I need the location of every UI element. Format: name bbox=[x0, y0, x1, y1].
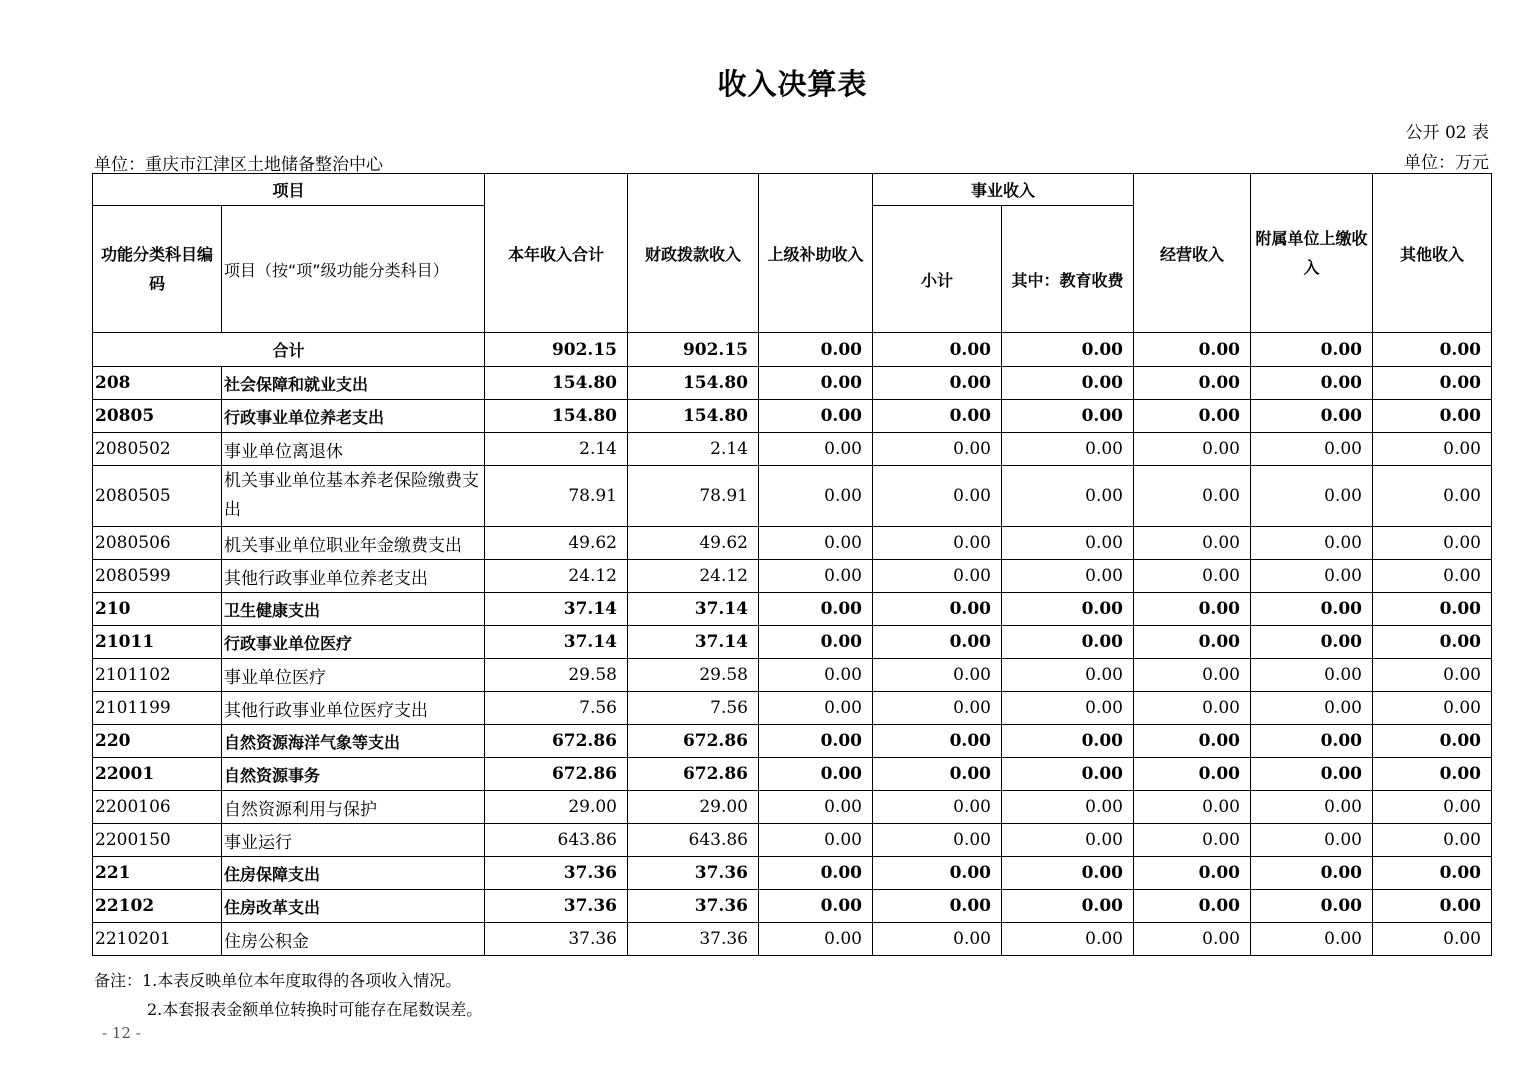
cell-value: 0.00 bbox=[1002, 791, 1134, 824]
cell-value: 0.00 bbox=[1002, 560, 1134, 593]
cell-value: 0.00 bbox=[1373, 560, 1492, 593]
cell-value: 0.00 bbox=[1373, 593, 1492, 626]
cell-value: 0.00 bbox=[1251, 659, 1373, 692]
cell-value: 0.00 bbox=[1251, 466, 1373, 527]
row-code: 220 bbox=[93, 725, 222, 758]
cell-value: 49.62 bbox=[485, 527, 628, 560]
cell-value: 0.00 bbox=[1134, 367, 1251, 400]
cell-value: 0.00 bbox=[1134, 333, 1251, 367]
form-number: 公开 02 表 bbox=[1405, 123, 1489, 143]
row-name: 自然资源事务 bbox=[222, 758, 485, 791]
cell-value: 0.00 bbox=[759, 466, 873, 527]
cell-value: 0.00 bbox=[1373, 758, 1492, 791]
cell-value: 0.00 bbox=[759, 560, 873, 593]
table-row bbox=[93, 758, 1492, 791]
row-code: 21011 bbox=[93, 626, 222, 659]
table-row bbox=[93, 890, 1492, 923]
total-row bbox=[93, 333, 1492, 367]
cell-value: 0.00 bbox=[1134, 527, 1251, 560]
cell-value: 24.12 bbox=[628, 560, 759, 593]
cell-value: 0.00 bbox=[1251, 333, 1373, 367]
cell-value: 0.00 bbox=[1002, 923, 1134, 956]
row-name: 事业单位离退休 bbox=[222, 433, 485, 466]
cell-value: 0.00 bbox=[1251, 433, 1373, 466]
header-operating: 经营收入 bbox=[1134, 174, 1251, 333]
cell-value: 902.15 bbox=[628, 333, 759, 367]
cell-value: 2.14 bbox=[628, 433, 759, 466]
cell-value: 0.00 bbox=[1134, 725, 1251, 758]
cell-value: 0.00 bbox=[873, 857, 1002, 890]
cell-value: 0.00 bbox=[759, 659, 873, 692]
table-row bbox=[93, 593, 1492, 626]
cell-value: 0.00 bbox=[1251, 400, 1373, 433]
cell-value: 0.00 bbox=[1134, 466, 1251, 527]
cell-value: 0.00 bbox=[1373, 367, 1492, 400]
cell-value: 78.91 bbox=[485, 466, 628, 527]
cell-value: 37.14 bbox=[485, 593, 628, 626]
cell-value: 78.91 bbox=[628, 466, 759, 527]
row-name: 事业运行 bbox=[222, 824, 485, 857]
table-row bbox=[93, 725, 1492, 758]
header-total: 本年收入合计 bbox=[485, 174, 628, 333]
cell-value: 37.36 bbox=[628, 923, 759, 956]
table-row bbox=[93, 923, 1492, 956]
header-other: 其他收入 bbox=[1373, 174, 1492, 333]
row-code: 2080505 bbox=[93, 466, 222, 527]
cell-value: 0.00 bbox=[759, 857, 873, 890]
cell-value: 0.00 bbox=[1251, 791, 1373, 824]
row-name: 行政事业单位医疗 bbox=[222, 626, 485, 659]
cell-value: 0.00 bbox=[1134, 433, 1251, 466]
table-row bbox=[93, 400, 1492, 433]
page-number: - 12 - bbox=[102, 1024, 141, 1042]
cell-value: 0.00 bbox=[873, 400, 1002, 433]
cell-value: 0.00 bbox=[1251, 692, 1373, 725]
cell-value: 7.56 bbox=[628, 692, 759, 725]
cell-value: 0.00 bbox=[873, 659, 1002, 692]
header-edu: 其中：教育收费 bbox=[1002, 206, 1134, 333]
cell-value: 672.86 bbox=[628, 725, 759, 758]
cell-value: 0.00 bbox=[1134, 758, 1251, 791]
cell-value: 0.00 bbox=[759, 758, 873, 791]
cell-value: 0.00 bbox=[1134, 400, 1251, 433]
cell-value: 0.00 bbox=[1251, 593, 1373, 626]
cell-value: 0.00 bbox=[1134, 791, 1251, 824]
cell-value: 0.00 bbox=[1134, 857, 1251, 890]
cell-value: 0.00 bbox=[873, 791, 1002, 824]
cell-value: 0.00 bbox=[1134, 692, 1251, 725]
cell-value: 0.00 bbox=[1002, 593, 1134, 626]
row-name: 自然资源利用与保护 bbox=[222, 791, 485, 824]
cell-value: 0.00 bbox=[1373, 824, 1492, 857]
table-row bbox=[93, 659, 1492, 692]
cell-value: 0.00 bbox=[759, 626, 873, 659]
table-row bbox=[93, 692, 1492, 725]
table-row bbox=[93, 466, 1492, 527]
row-name: 事业单位医疗 bbox=[222, 659, 485, 692]
cell-value: 0.00 bbox=[1002, 466, 1134, 527]
cell-value: 0.00 bbox=[1002, 659, 1134, 692]
cell-value: 0.00 bbox=[1251, 725, 1373, 758]
cell-value: 154.80 bbox=[628, 367, 759, 400]
cell-value: 0.00 bbox=[759, 367, 873, 400]
cell-value: 0.00 bbox=[1251, 626, 1373, 659]
cell-value: 0.00 bbox=[1373, 466, 1492, 527]
table-row bbox=[93, 367, 1492, 400]
cell-value: 0.00 bbox=[1251, 758, 1373, 791]
cell-value: 37.14 bbox=[628, 593, 759, 626]
row-code: 2080599 bbox=[93, 560, 222, 593]
cell-value: 24.12 bbox=[485, 560, 628, 593]
cell-value: 0.00 bbox=[1251, 857, 1373, 890]
row-code: 208 bbox=[93, 367, 222, 400]
cell-value: 0.00 bbox=[1002, 527, 1134, 560]
cell-value: 902.15 bbox=[485, 333, 628, 367]
cell-value: 0.00 bbox=[1373, 725, 1492, 758]
cell-value: 0.00 bbox=[873, 593, 1002, 626]
cell-value: 0.00 bbox=[1002, 890, 1134, 923]
cell-value: 0.00 bbox=[1373, 890, 1492, 923]
cell-value: 0.00 bbox=[873, 626, 1002, 659]
header-subtotal: 小计 bbox=[873, 206, 1002, 333]
row-code: 221 bbox=[93, 857, 222, 890]
row-code: 210 bbox=[93, 593, 222, 626]
cell-value: 0.00 bbox=[759, 791, 873, 824]
income-table bbox=[92, 173, 1492, 956]
row-code: 22102 bbox=[93, 890, 222, 923]
row-code: 2101102 bbox=[93, 659, 222, 692]
cell-value: 0.00 bbox=[759, 593, 873, 626]
cell-value: 0.00 bbox=[873, 824, 1002, 857]
cell-value: 29.58 bbox=[485, 659, 628, 692]
row-name: 机关事业单位基本养老保险缴费支出 bbox=[222, 466, 485, 527]
table-row bbox=[93, 824, 1492, 857]
cell-value: 0.00 bbox=[1134, 890, 1251, 923]
cell-value: 0.00 bbox=[1251, 923, 1373, 956]
row-code: 2200150 bbox=[93, 824, 222, 857]
row-name: 住房公积金 bbox=[222, 923, 485, 956]
cell-value: 672.86 bbox=[628, 758, 759, 791]
table-row bbox=[93, 857, 1492, 890]
cell-value: 0.00 bbox=[873, 692, 1002, 725]
cell-value: 0.00 bbox=[1251, 560, 1373, 593]
reporting-unit: 单位：重庆市江津区土地储备整治中心 bbox=[94, 155, 383, 175]
cell-value: 0.00 bbox=[873, 758, 1002, 791]
cell-value: 0.00 bbox=[873, 433, 1002, 466]
row-code: 2200106 bbox=[93, 791, 222, 824]
table-row bbox=[93, 626, 1492, 659]
cell-value: 0.00 bbox=[873, 890, 1002, 923]
cell-value: 0.00 bbox=[759, 527, 873, 560]
cell-value: 0.00 bbox=[1002, 758, 1134, 791]
row-name: 其他行政事业单位养老支出 bbox=[222, 560, 485, 593]
cell-value: 0.00 bbox=[1134, 824, 1251, 857]
total-label: 合计 bbox=[93, 333, 485, 367]
cell-value: 0.00 bbox=[873, 560, 1002, 593]
row-name: 社会保障和就业支出 bbox=[222, 367, 485, 400]
table-row bbox=[93, 791, 1492, 824]
cell-value: 0.00 bbox=[759, 725, 873, 758]
cell-value: 672.86 bbox=[485, 758, 628, 791]
cell-value: 37.36 bbox=[485, 857, 628, 890]
cell-value: 0.00 bbox=[1373, 433, 1492, 466]
cell-value: 0.00 bbox=[759, 400, 873, 433]
cell-value: 2.14 bbox=[485, 433, 628, 466]
cell-value: 0.00 bbox=[1251, 824, 1373, 857]
header-affiliated: 附属单位上缴收入 bbox=[1251, 174, 1373, 333]
row-name: 卫生健康支出 bbox=[222, 593, 485, 626]
cell-value: 0.00 bbox=[1002, 725, 1134, 758]
cell-value: 0.00 bbox=[873, 725, 1002, 758]
cell-value: 0.00 bbox=[759, 923, 873, 956]
cell-value: 0.00 bbox=[873, 367, 1002, 400]
cell-value: 0.00 bbox=[1373, 692, 1492, 725]
row-code: 2080502 bbox=[93, 433, 222, 466]
cell-value: 0.00 bbox=[1002, 692, 1134, 725]
cell-value: 0.00 bbox=[1373, 626, 1492, 659]
cell-value: 0.00 bbox=[1002, 433, 1134, 466]
row-code: 2080506 bbox=[93, 527, 222, 560]
cell-value: 643.86 bbox=[628, 824, 759, 857]
row-name: 机关事业单位职业年金缴费支出 bbox=[222, 527, 485, 560]
row-name: 其他行政事业单位医疗支出 bbox=[222, 692, 485, 725]
cell-value: 0.00 bbox=[1373, 527, 1492, 560]
row-code: 2210201 bbox=[93, 923, 222, 956]
cell-value: 37.36 bbox=[628, 857, 759, 890]
cell-value: 0.00 bbox=[1002, 824, 1134, 857]
header-superior: 上级补助收入 bbox=[759, 174, 873, 333]
cell-value: 0.00 bbox=[1002, 626, 1134, 659]
cell-value: 154.80 bbox=[485, 400, 628, 433]
cell-value: 0.00 bbox=[1134, 560, 1251, 593]
cell-value: 0.00 bbox=[1373, 659, 1492, 692]
cell-value: 0.00 bbox=[1134, 593, 1251, 626]
cell-value: 154.80 bbox=[485, 367, 628, 400]
cell-value: 0.00 bbox=[1002, 400, 1134, 433]
table-row bbox=[93, 527, 1492, 560]
cell-value: 0.00 bbox=[1134, 626, 1251, 659]
row-name: 住房保障支出 bbox=[222, 857, 485, 890]
table-row bbox=[93, 560, 1492, 593]
cell-value: 37.36 bbox=[485, 923, 628, 956]
cell-value: 0.00 bbox=[1002, 857, 1134, 890]
cell-value: 0.00 bbox=[1373, 923, 1492, 956]
header-fiscal: 财政拨款收入 bbox=[628, 174, 759, 333]
cell-value: 0.00 bbox=[1134, 923, 1251, 956]
cell-value: 0.00 bbox=[1251, 527, 1373, 560]
cell-value: 0.00 bbox=[759, 692, 873, 725]
cell-value: 154.80 bbox=[628, 400, 759, 433]
cell-value: 0.00 bbox=[873, 466, 1002, 527]
cell-value: 0.00 bbox=[873, 923, 1002, 956]
cell-value: 672.86 bbox=[485, 725, 628, 758]
cell-value: 29.58 bbox=[628, 659, 759, 692]
cell-value: 49.62 bbox=[628, 527, 759, 560]
cell-value: 0.00 bbox=[1002, 367, 1134, 400]
table-row bbox=[93, 433, 1492, 466]
page-title: 收入决算表 bbox=[717, 67, 868, 101]
cell-value: 0.00 bbox=[873, 333, 1002, 367]
cell-value: 0.00 bbox=[1134, 659, 1251, 692]
cell-value: 0.00 bbox=[759, 890, 873, 923]
cell-value: 0.00 bbox=[759, 333, 873, 367]
cell-value: 37.14 bbox=[485, 626, 628, 659]
cell-value: 0.00 bbox=[1373, 857, 1492, 890]
cell-value: 37.14 bbox=[628, 626, 759, 659]
cell-value: 0.00 bbox=[1251, 367, 1373, 400]
header-name: 项目（按“项”级功能分类科目） bbox=[222, 206, 485, 333]
cell-value: 29.00 bbox=[485, 791, 628, 824]
row-name: 住房改革支出 bbox=[222, 890, 485, 923]
row-code: 2101199 bbox=[93, 692, 222, 725]
header-business-income: 事业收入 bbox=[873, 174, 1134, 206]
row-name: 自然资源海洋气象等支出 bbox=[222, 725, 485, 758]
cell-value: 0.00 bbox=[873, 527, 1002, 560]
cell-value: 643.86 bbox=[485, 824, 628, 857]
cell-value: 0.00 bbox=[1373, 333, 1492, 367]
notes bbox=[94, 966, 482, 1024]
row-code: 20805 bbox=[93, 400, 222, 433]
cell-value: 37.36 bbox=[485, 890, 628, 923]
cell-value: 29.00 bbox=[628, 791, 759, 824]
cell-value: 0.00 bbox=[1373, 400, 1492, 433]
cell-value: 0.00 bbox=[759, 433, 873, 466]
row-code: 22001 bbox=[93, 758, 222, 791]
note-line-2: 2.本套报表金额单位转换时可能存在尾数误差。 bbox=[147, 1000, 483, 1019]
cell-value: 37.36 bbox=[628, 890, 759, 923]
cell-value: 7.56 bbox=[485, 692, 628, 725]
cell-value: 0.00 bbox=[759, 824, 873, 857]
cell-value: 0.00 bbox=[1251, 890, 1373, 923]
currency-unit: 单位：万元 bbox=[1404, 153, 1489, 173]
note-line-1: 备注：1.本表反映单位本年度取得的各项收入情况。 bbox=[94, 971, 462, 990]
cell-value: 0.00 bbox=[1002, 333, 1134, 367]
cell-value: 0.00 bbox=[1373, 791, 1492, 824]
header-project: 项目 bbox=[93, 174, 485, 206]
row-name: 行政事业单位养老支出 bbox=[222, 400, 485, 433]
header-code: 功能分类科目编码 bbox=[93, 206, 222, 333]
